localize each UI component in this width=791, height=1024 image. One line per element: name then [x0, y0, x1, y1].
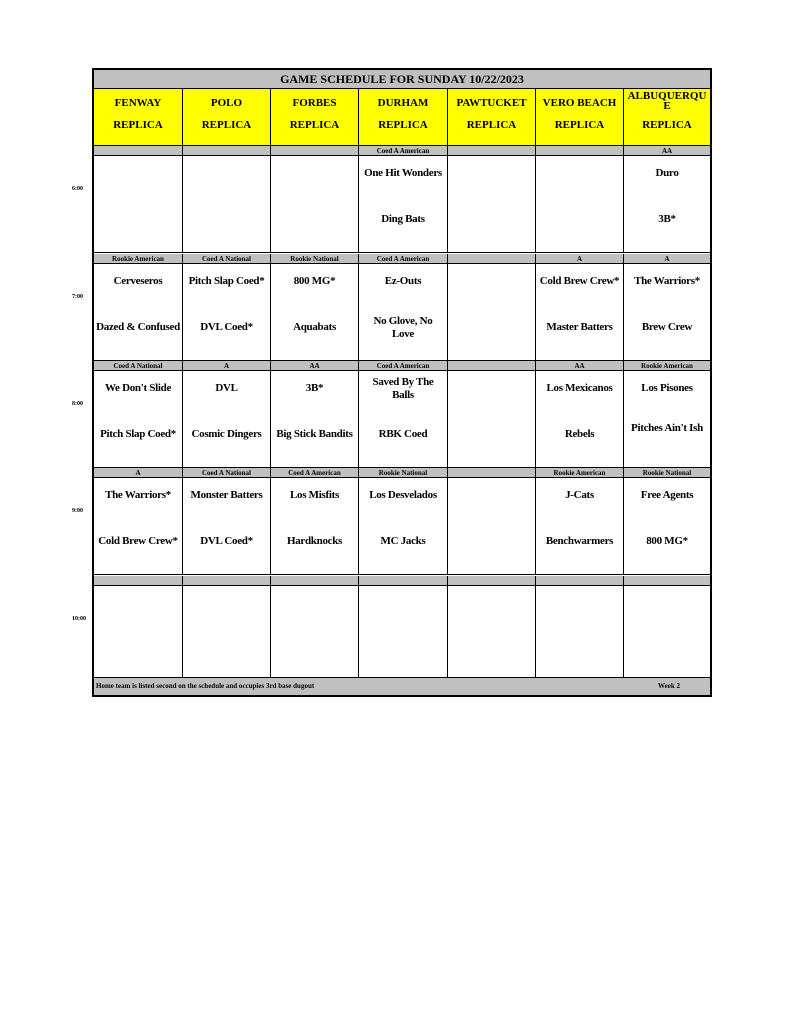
home-team: Hardknocks [286, 535, 343, 547]
home-team: Big Stick Bandits [276, 428, 353, 440]
division-label: AA [536, 361, 624, 371]
field-header-3 [359, 89, 448, 146]
game-cell [271, 586, 359, 678]
home-team: DVL Coed* [200, 321, 253, 333]
home-team: Benchwarmers [545, 535, 614, 547]
division-label [271, 576, 359, 586]
game-cell [624, 264, 710, 361]
division-label [183, 146, 271, 156]
home-team: 800 MG* [646, 535, 688, 547]
division-label: Coed A National [94, 361, 183, 371]
field-sub: REPLICA [289, 119, 340, 131]
field-name: PAWTUCKET [456, 97, 527, 109]
division-label: Rookie American [536, 468, 624, 478]
game-cell [536, 586, 624, 678]
division-label: Coed A American [359, 146, 448, 156]
schedule-title: GAME SCHEDULE FOR SUNDAY 10/22/2023 [94, 70, 710, 89]
footer-week: Week 2 [658, 682, 680, 690]
game-cell [448, 478, 536, 575]
away-team: Pitch Slap Coed* [188, 275, 265, 287]
game-cell [183, 586, 271, 678]
field-name: VERO BEACH [542, 97, 617, 109]
home-team: Cosmic Dingers [191, 428, 262, 440]
home-team: Dazed & Confused [96, 321, 180, 333]
game-cell [183, 156, 271, 253]
division-label: Coed A American [359, 361, 448, 371]
division-label: AA [624, 146, 710, 156]
away-team: J-Cats [565, 489, 594, 501]
schedule-footer [94, 678, 710, 695]
home-team: Ding Bats [381, 213, 425, 225]
field-name: ALBUQUERQU E [627, 90, 707, 112]
game-cell [448, 156, 536, 253]
division-label: AA [271, 361, 359, 371]
division-label: Rookie American [624, 361, 710, 371]
game-cell [94, 264, 183, 361]
game-cell [94, 371, 183, 468]
game-cell [624, 478, 710, 575]
division-label [448, 576, 536, 586]
away-team: One Hit Wonders [364, 167, 442, 179]
game-cell [359, 264, 448, 361]
away-team: We Don't Slide [104, 382, 172, 394]
field-header-2 [271, 89, 359, 146]
field-header-6 [624, 89, 710, 146]
game-cell [536, 478, 624, 575]
away-team: Los Mexicanos [546, 382, 613, 394]
field-name: FORBES [292, 97, 337, 109]
away-team: Free Agents [640, 489, 694, 501]
schedule-table [92, 68, 712, 697]
division-label [448, 146, 536, 156]
division-label: Rookie American [94, 254, 183, 264]
home-team: Rebels [564, 428, 595, 440]
division-label: A [624, 254, 710, 264]
game-cell [536, 264, 624, 361]
division-label [183, 576, 271, 586]
away-team: DVL [215, 382, 238, 394]
game-cell [624, 371, 710, 468]
game-cell [94, 478, 183, 575]
home-team: MC Jacks [380, 535, 426, 547]
game-cell [448, 586, 536, 678]
footer-note: Home team is listed second on the schedule and occupies 3rd base dugout [96, 682, 315, 690]
division-label [271, 146, 359, 156]
game-cell [271, 371, 359, 468]
away-team: Ez-Outs [384, 275, 422, 287]
division-label: Rookie National [624, 468, 710, 478]
game-cell [536, 371, 624, 468]
field-header-1 [183, 89, 271, 146]
game-cell [94, 586, 183, 678]
away-team: Saved By The Balls [372, 376, 434, 401]
home-team: Cold Brew Crew* [98, 535, 178, 547]
away-team: Cold Brew Crew* [539, 275, 620, 287]
game-cell [271, 264, 359, 361]
field-sub: REPLICA [201, 119, 252, 131]
time-label: 8:00 [72, 401, 83, 407]
division-label [359, 576, 448, 586]
game-cell [183, 371, 271, 468]
game-cell [624, 156, 710, 253]
time-label: 6:00 [72, 186, 83, 192]
field-sub: REPLICA [554, 119, 605, 131]
division-label [94, 576, 183, 586]
division-label [536, 146, 624, 156]
home-team: Pitches Ain't Ish [631, 422, 703, 434]
division-label: Coed A American [271, 468, 359, 478]
division-label: A [183, 361, 271, 371]
division-label: Rookie National [359, 468, 448, 478]
game-cell [536, 156, 624, 253]
division-label: Coed A American [359, 254, 448, 264]
division-label: Coed A National [183, 254, 271, 264]
division-label [448, 468, 536, 478]
game-cell [359, 371, 448, 468]
field-header-4 [448, 89, 536, 146]
time-label: 9:00 [72, 508, 83, 514]
away-team: Cerveseros [113, 275, 163, 287]
game-cell [448, 371, 536, 468]
game-cell [624, 586, 710, 678]
field-header-0 [94, 89, 183, 146]
division-label: A [536, 254, 624, 264]
division-label: Coed A National [183, 468, 271, 478]
division-label: A [94, 468, 183, 478]
division-label [94, 146, 183, 156]
away-team: Monster Batters [190, 489, 263, 501]
home-team: Master Batters [546, 321, 613, 333]
game-cell [183, 264, 271, 361]
away-team: The Warriors* [105, 489, 171, 501]
field-name: POLO [210, 97, 243, 109]
division-label [624, 576, 710, 586]
home-team: DVL Coed* [200, 535, 253, 547]
field-header-5 [536, 89, 624, 146]
field-sub: REPLICA [466, 119, 517, 131]
division-label [448, 361, 536, 371]
game-cell [359, 156, 448, 253]
game-cell [448, 264, 536, 361]
game-cell [94, 156, 183, 253]
away-team: The Warriors* [634, 275, 700, 287]
away-team: Los Misfits [290, 489, 339, 501]
field-sub: REPLICA [113, 119, 163, 131]
game-cell [271, 478, 359, 575]
field-sub: REPLICA [378, 119, 428, 131]
time-label: 10:00 [72, 616, 86, 622]
away-team: Los Pisones [641, 382, 693, 394]
time-label: 7:00 [72, 294, 83, 300]
home-team: 3B* [658, 213, 676, 225]
away-team: 800 MG* [293, 275, 336, 287]
division-label: Rookie National [271, 254, 359, 264]
division-label [448, 254, 536, 264]
home-team: No Glove, No Love [373, 315, 433, 340]
game-cell [359, 586, 448, 678]
home-team: Pitch Slap Coed* [100, 428, 176, 440]
game-cell [271, 156, 359, 253]
away-team: Los Desvelados [369, 489, 437, 501]
field-sub: REPLICA [642, 119, 692, 131]
away-team: 3B* [305, 382, 324, 394]
home-team: Brew Crew [641, 321, 693, 333]
home-team: Aquabats [293, 321, 336, 333]
division-label [536, 576, 624, 586]
field-name: FENWAY [114, 97, 162, 109]
home-team: RBK Coed [378, 428, 428, 440]
field-name: DURHAM [377, 97, 429, 109]
game-cell [183, 478, 271, 575]
game-cell [359, 478, 448, 575]
away-team: Duro [655, 167, 679, 179]
